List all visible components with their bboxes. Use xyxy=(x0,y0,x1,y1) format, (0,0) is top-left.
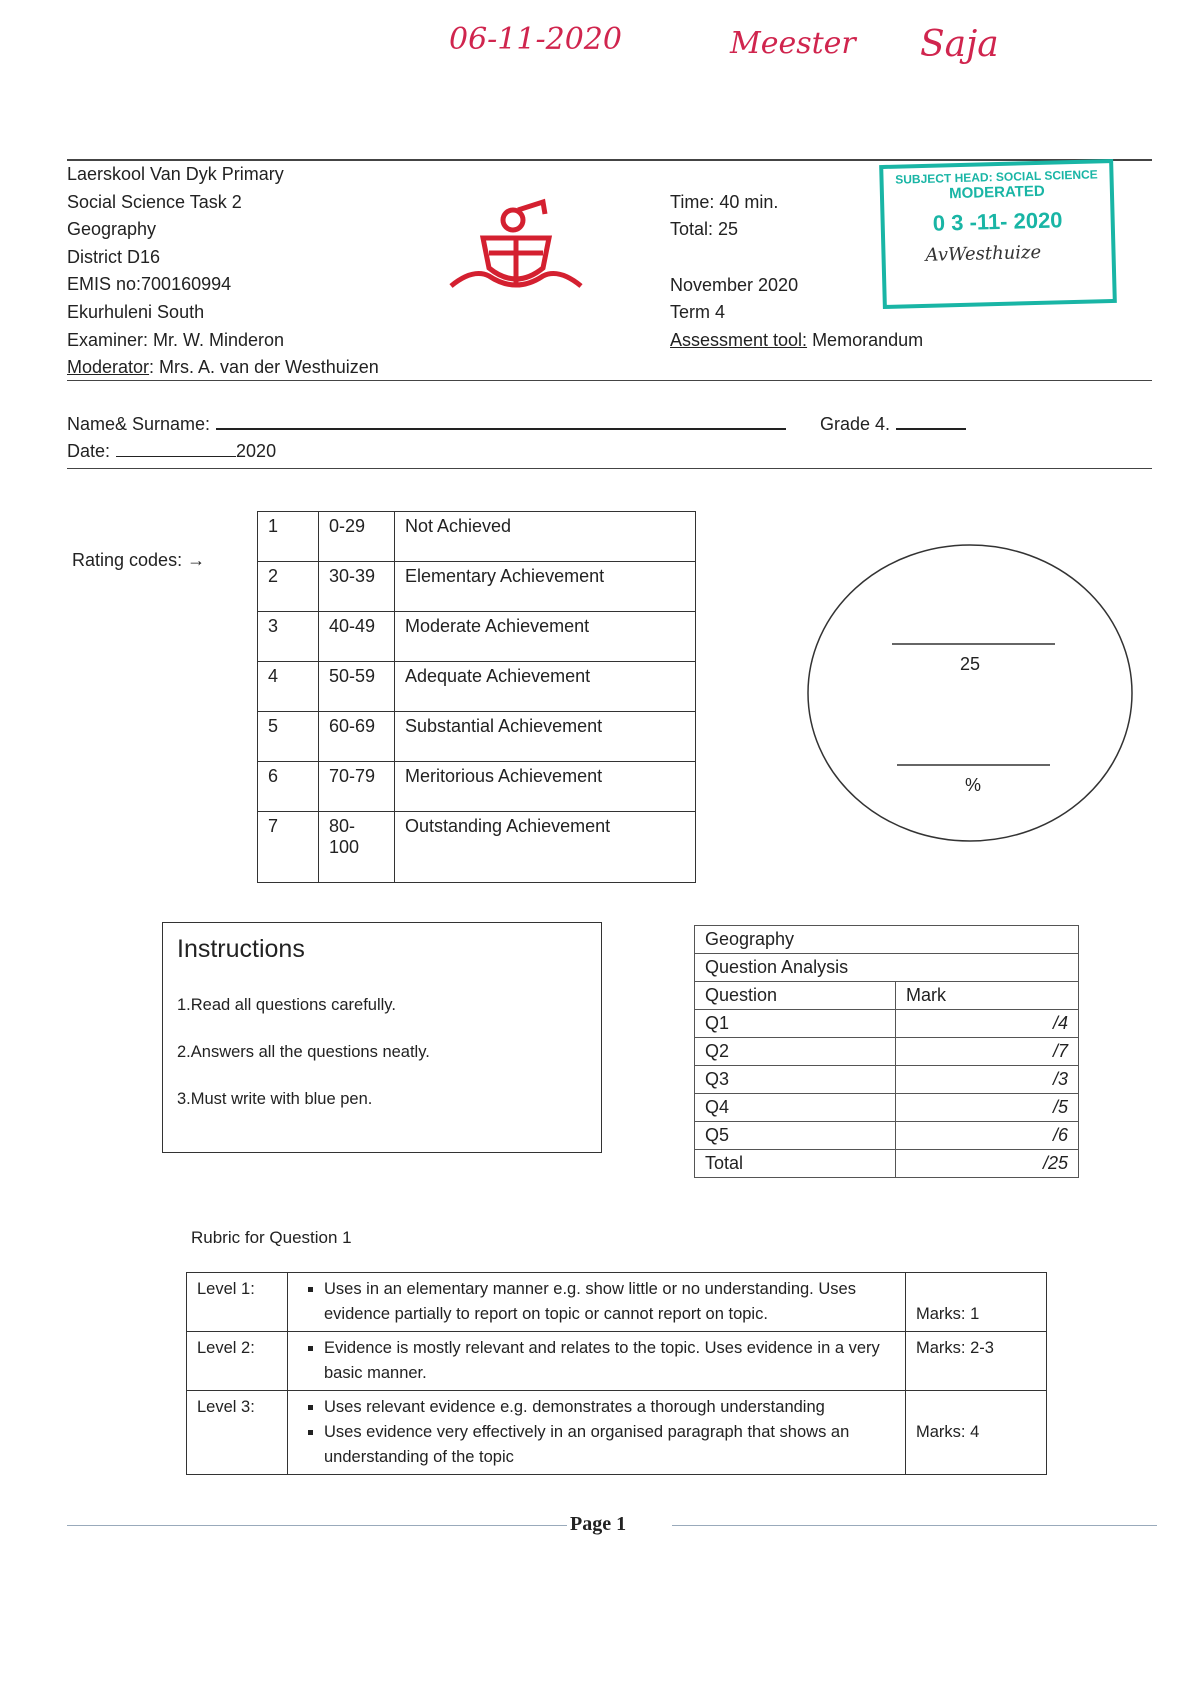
question-mark: /25 xyxy=(896,1150,1079,1178)
date-field[interactable] xyxy=(67,441,276,462)
instruction-item: 3.Must write with blue pen. xyxy=(177,1090,373,1108)
rating-code: 4 xyxy=(258,662,319,712)
rubric-description xyxy=(288,1332,906,1391)
question-label: Q1 xyxy=(695,1010,896,1038)
moderator-label: Moderator xyxy=(67,357,150,378)
handwritten-signature: Saja xyxy=(920,24,999,65)
rubric-marks: Marks: 4 xyxy=(906,1391,1047,1475)
rubric-row xyxy=(187,1391,1047,1475)
stamp-moderated: MODERATED xyxy=(948,182,1045,203)
name-label: Name& Surname: xyxy=(67,414,211,434)
analysis-row xyxy=(695,1038,1079,1066)
question-label: Q2 xyxy=(695,1038,896,1066)
emis-number: EMIS no:700160994 xyxy=(67,274,232,295)
instructions-title: Instructions xyxy=(177,935,305,963)
rubric-criterion: ▪ Uses relevant evidence e.g. demonstrates a thorough understanding xyxy=(324,1395,895,1420)
assessment-tool xyxy=(670,330,923,351)
rubric-row xyxy=(187,1273,1047,1332)
grade-label: Grade 4. xyxy=(820,414,891,434)
rating-range: 0-29 xyxy=(319,512,395,562)
question-label: Q4 xyxy=(695,1094,896,1122)
moderator-value: : Mrs. A. van der Westhuizen xyxy=(149,357,379,378)
rating-row xyxy=(258,612,696,662)
analysis-row xyxy=(695,1066,1079,1094)
column-header-question: Question xyxy=(695,982,896,1010)
rating-code: 3 xyxy=(258,612,319,662)
month: November 2020 xyxy=(670,275,799,295)
question-mark: /6 xyxy=(896,1122,1079,1150)
footer-line xyxy=(67,1525,567,1526)
question-mark: /7 xyxy=(896,1038,1079,1066)
term: Term 4 xyxy=(670,302,726,322)
analysis-title: Geography xyxy=(695,926,1079,954)
analysis-row xyxy=(695,1010,1079,1038)
date-year: 2020 xyxy=(236,441,277,461)
rubric-description xyxy=(288,1273,906,1332)
rating-row xyxy=(258,562,696,612)
rating-desc: Substantial Achievement xyxy=(395,712,696,762)
question-mark: /5 xyxy=(896,1094,1079,1122)
question-label: Q3 xyxy=(695,1066,896,1094)
date-label: Date: xyxy=(67,441,111,461)
region: Ekurhuleni South xyxy=(67,301,205,322)
moderation-stamp xyxy=(879,159,1117,309)
rating-code: 1 xyxy=(258,512,319,562)
rubric-description xyxy=(288,1391,906,1475)
analysis-subtitle: Question Analysis xyxy=(695,954,1079,982)
rating-desc: Meritorious Achievement xyxy=(395,762,696,812)
school-crest-logo xyxy=(443,198,589,298)
stamp-signature: AvWesthuize xyxy=(925,241,1042,266)
instruction-item: 2.Answers all the questions neatly. xyxy=(177,1043,430,1061)
rubric-level: Level 2: xyxy=(187,1332,288,1391)
stamp-date: 0 3 -11- 2020 xyxy=(932,207,1063,236)
rating-row xyxy=(258,662,696,712)
rating-range: 80-100 xyxy=(319,812,395,883)
name-field[interactable] xyxy=(67,414,786,435)
rating-code: 2 xyxy=(258,562,319,612)
grade-field[interactable] xyxy=(820,414,966,435)
assessment-value: Memorandum xyxy=(807,330,924,350)
district: District D16 xyxy=(67,246,161,267)
score-total: 25 xyxy=(960,654,981,674)
rating-range: 40-49 xyxy=(319,612,395,662)
rubric-marks: Marks: 1 xyxy=(906,1273,1047,1332)
score-circle xyxy=(805,541,1135,845)
rubric-level: Level 1: xyxy=(187,1273,288,1332)
rating-range: 30-39 xyxy=(319,562,395,612)
rating-desc: Moderate Achievement xyxy=(395,612,696,662)
rating-row xyxy=(258,512,696,562)
school-name: Laerskool Van Dyk Primary xyxy=(67,164,284,184)
instruction-item: 1.Read all questions carefully. xyxy=(177,996,396,1014)
rubric-title: Rubric for Question 1 xyxy=(191,1228,352,1247)
rating-code: 5 xyxy=(258,712,319,762)
rating-desc: Not Achieved xyxy=(395,512,696,562)
rating-row xyxy=(258,812,696,883)
subject: Geography xyxy=(67,219,157,240)
rating-range: 50-59 xyxy=(319,662,395,712)
rating-desc: Adequate Achievement xyxy=(395,662,696,712)
rubric-table xyxy=(186,1272,1047,1475)
divider xyxy=(67,380,1152,381)
page-number: Page 1 xyxy=(570,1513,627,1535)
score-percent: % xyxy=(965,775,982,795)
rating-row xyxy=(258,712,696,762)
analysis-row xyxy=(695,1094,1079,1122)
rating-range: 60-69 xyxy=(319,712,395,762)
moderator xyxy=(67,354,379,382)
rating-desc: Elementary Achievement xyxy=(395,562,696,612)
question-label: Total xyxy=(695,1150,896,1178)
rating-desc: Outstanding Achievement xyxy=(395,812,696,883)
rubric-criterion: ▪ Uses in an elementary manner e.g. show little or no understanding. Uses evidence partially to report on topic or cannot report on topic. xyxy=(324,1277,895,1327)
divider xyxy=(67,468,1152,469)
handwritten-note: Meester xyxy=(730,26,856,61)
rating-codes-table xyxy=(257,511,696,883)
task-name: Social Science Task 2 xyxy=(67,191,242,212)
footer-line xyxy=(672,1525,1157,1526)
analysis-row xyxy=(695,1150,1079,1178)
rating-code: 7 xyxy=(258,812,319,883)
column-header-mark: Mark xyxy=(896,982,1079,1010)
rubric-row xyxy=(187,1332,1047,1391)
question-mark: /4 xyxy=(896,1010,1079,1038)
rating-row xyxy=(258,762,696,812)
assessment-label: Assessment tool: xyxy=(670,330,808,350)
analysis-row xyxy=(695,1122,1079,1150)
stamp-title: SUBJECT HEAD: SOCIAL SCIENCE xyxy=(895,167,1098,187)
question-analysis-table xyxy=(694,925,1079,1178)
rubric-marks: Marks: 2-3 xyxy=(906,1332,1047,1391)
school-info xyxy=(67,161,379,382)
time: Time: 40 min. xyxy=(670,192,779,212)
rating-codes-label: Rating codes: → xyxy=(72,550,206,570)
rating-code: 6 xyxy=(258,762,319,812)
question-label: Q5 xyxy=(695,1122,896,1150)
rubric-criterion: ▪ Uses evidence very effectively in an organised paragraph that shows an understanding of the topic xyxy=(324,1420,895,1470)
handwritten-date: 06-11-2020 xyxy=(449,22,622,57)
rating-range: 70-79 xyxy=(319,762,395,812)
question-mark: /3 xyxy=(896,1066,1079,1094)
rubric-criterion: ▪ Evidence is mostly relevant and relates to the topic. Uses evidence in a very basic manner. xyxy=(324,1336,895,1386)
instructions-box xyxy=(162,922,602,1153)
rubric-level: Level 3: xyxy=(187,1391,288,1475)
examiner: Examiner: Mr. W. Minderon xyxy=(67,329,285,350)
total: Total: 25 xyxy=(670,219,739,239)
